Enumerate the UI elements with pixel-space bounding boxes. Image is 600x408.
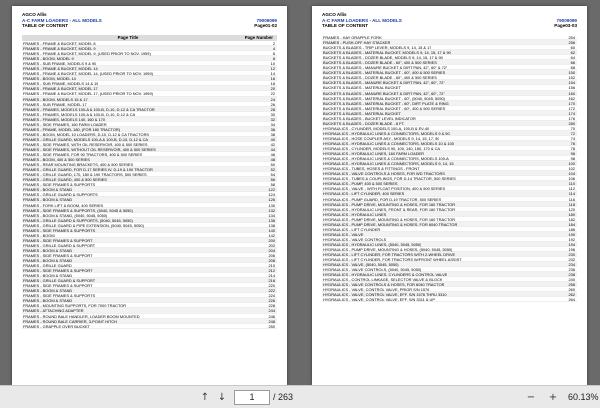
row-page-number: 206 (268, 252, 275, 258)
row-page-number: 38 (270, 131, 275, 137)
row-title: HYDRAULICS - HYDRAULIC LINES & CONNECTORS, MODELS 100-A (323, 156, 449, 162)
row-title: HYDRAULICS - VALVE, (5040, 5045, 5050) (323, 262, 399, 268)
row-page-number: 258 (568, 282, 575, 288)
next-page-icon[interactable]: ↓ (217, 392, 227, 403)
row-page-number: 228 (268, 303, 275, 309)
row-page-number: 248 (268, 318, 275, 324)
zoom-out-icon[interactable]: − (526, 392, 536, 403)
previous-page-icon[interactable]: ↑ (200, 392, 210, 403)
row-page-number: 246 (268, 313, 275, 319)
row-title: FRAMES - SIDE FRAMES & SUPPORT (23, 268, 93, 274)
row-title: HYDRAULICS - HYDRAULIC LINES (323, 211, 387, 217)
row-title: FRAMES - GRILLE GUARD & SUPPORT (23, 242, 96, 248)
page-count: / 263 (273, 392, 294, 402)
row-title: FRAMES - BOOM & STAND (23, 258, 73, 264)
row-title: HYDRAULICS - VALVE CONTROLS & HOSES, FOR WD TRACTORS (323, 171, 445, 177)
row-title: FRAMES - FRAMES, MODELS 100-A & 100-B, D-10, D-12 & CA TRACTOR (23, 106, 155, 112)
zoom-level: 60.13% (568, 392, 599, 402)
row-page-number: 60 (570, 45, 575, 51)
row-page-number: 210 (268, 263, 275, 269)
page-header (322, 12, 577, 32)
row-page-number: 222 (268, 288, 275, 294)
row-page-number: 116 (568, 196, 575, 202)
row-page-number: 46 (270, 152, 275, 158)
header-right (554, 18, 577, 29)
row-title: FRAMES - FRAME & BUCKET, MODEL 14, (USED PRIOR TO NOV. 1959) (23, 71, 153, 77)
row-title: FRAMES - SIDE FRAMES, WITH OIL RESERVOIR, 400 & 500 SERIES (23, 141, 148, 147)
row-title: FRAMES - HAY GRAPPLE FORK (323, 35, 382, 40)
row-title: BUCKETS & BLADES - MATERIAL BUCKET - 60", DIRT PLATE & RING (323, 100, 449, 106)
row-title: HYDRAULICS - VALVE, CONTROL VALVE, PRIOR S/N 1576 (323, 287, 430, 293)
row-page-number: 194 (568, 241, 575, 247)
row-page-number: 124 (268, 192, 275, 198)
row-page-number: 120 (568, 206, 575, 212)
row-page-number: 114 (568, 191, 575, 197)
row-title: HYDRAULICS - PUMP DRIVE, MOUNTING & HOSES, (5040, 5045, 5050) (323, 246, 453, 252)
toc-heading: TABLE OF CONTENT (22, 23, 69, 29)
table-row[interactable] (322, 297, 577, 302)
brand-name: AGCO Allis (322, 12, 347, 17)
brand-name: AGCO Allis (22, 12, 47, 17)
row-page-number: 238 (568, 272, 575, 278)
row-page-number: 170 (568, 100, 575, 106)
page-number-input[interactable]: 1 (234, 390, 270, 405)
row-title: FRAMES - BOOM & STAND (23, 288, 73, 294)
row-title: FRAMES - SUB FRAME, MODELS 9 & 90 (23, 61, 97, 67)
row-page-number: 232 (568, 257, 575, 263)
row-page-number: 66 (570, 60, 575, 66)
row-title: FRAMES - SIDE FRAMES, 160 FARM LOADER (23, 121, 107, 127)
pdf-toolbar (0, 385, 600, 408)
row-page-number: 18 (270, 81, 275, 87)
row-page-number: 174 (568, 110, 575, 116)
row-page-number: 250 (268, 323, 275, 329)
row-title: FRAMES - FRAMES, MODELS 140, 160 & 170 (23, 116, 105, 122)
row-page-number: 44 (270, 146, 275, 152)
row-title: FRAMES - FRAME & BUCKET, MODEL 14 (23, 66, 98, 72)
row-page-number: 142 (268, 232, 275, 238)
row-page-number: 70 (570, 125, 575, 131)
toc-heading: TABLE OF CONTENT (322, 23, 369, 29)
row-title: FRAMES - SIDE FRAMES & SUPPORT (23, 252, 93, 258)
row-page-number: 74 (570, 135, 575, 141)
row-page-number: 256 (568, 40, 575, 46)
row-title: FRAMES - GRILLE GUARD, MODELS 100-A & 100-B, D-10, D-12 & CA (23, 136, 148, 142)
row-page-number: 98 (570, 156, 575, 162)
row-title: HYDRAULICS - HYDRAULIC LINES & CONNECTORS, MODELS 9 & 90 (323, 130, 450, 136)
model-title: A-C FARM LOADERS - ALL MODELS (322, 17, 402, 23)
row-title: HYDRAULICS - PUMP, 400 & 500 SERIES (323, 181, 398, 187)
row-title: HYDRAULICS - HYDRAULIC LINES, 160 FARM LOADER (323, 151, 424, 157)
row-page-number: 236 (568, 267, 575, 273)
row-page-number: 156 (568, 85, 575, 91)
row-title: BUCKETS & BLADES - MATERIAL BUCKET - 60", (5040, 5045, 5050) (323, 95, 445, 101)
row-title: BUCKETS & BLADES - MATERIAL BUCKET (323, 110, 401, 116)
row-page-number: 104 (568, 171, 575, 177)
row-page-number: 260 (568, 287, 575, 293)
row-title: FRAMES - BOOM, MODEL 14 (23, 76, 76, 82)
row-title: BUCKETS & BLADES - MATERIAL BUCKET (323, 85, 401, 91)
row-page-number: 230 (568, 252, 575, 258)
row-page-number: 152 (568, 75, 575, 81)
row-title: HYDRAULICS - VALVE, CONTROL VALVE, EFF. S/N 1576 THRU 3310 (323, 292, 447, 298)
row-page-number: 32 (270, 116, 275, 122)
document-page-left (12, 6, 287, 385)
row-title: FRAMES - BOOM & STAND (23, 187, 73, 193)
row-page-number: 208 (268, 258, 275, 264)
row-page-number: 2 (272, 41, 275, 46)
row-page-number: 30 (270, 111, 275, 117)
row-title: FRAMES - BOOM, MODEL 10 LOADERS, D-10, D-12 & CA TRACTORS (23, 131, 149, 137)
row-page-number: 16 (270, 76, 275, 82)
row-page-number: 6 (272, 51, 275, 57)
row-page-number: 160 (568, 90, 575, 96)
row-title: BUCKETS & BLADES - DOZER BLADE - 60", 400 & 500 SERIES (323, 60, 437, 66)
row-title: FRAMES - GRILLE GUARD & SUPPORT (23, 278, 96, 284)
row-page-number: 72 (570, 130, 575, 136)
row-title: FRAMES - BOOM & STAND (23, 197, 73, 203)
zoom-in-icon[interactable]: + (548, 392, 558, 403)
row-title: FRAMES - GRILLE GUARD, 170, 180 & 190 TRACTORS, 500 SERIES (23, 172, 147, 178)
row-title: HYDRAULICS - PUMP DRIVE, MOUNTING & HOSES, FOR 6040 TRACTOR (323, 221, 458, 227)
row-title: FRAMES - BOOM, MODELS 15 & 17 (23, 96, 88, 102)
row-title: FRAMES - BOOM & STAND (23, 273, 73, 279)
row-title: HYDRAULICS - LIFT CYLINDER, FOR TRACTORS WITH 2-WHEEL DRIVE (323, 252, 456, 258)
row-title: HYDRAULICS - HYDRAULIC LINES, FRONT & REAR, FOR 160 TRACTOR (323, 206, 456, 212)
row-page-number: 36 (270, 126, 275, 132)
row-page-number: 34 (270, 121, 275, 127)
row-page-number: 54 (270, 172, 275, 178)
row-page-number: 154 (568, 80, 575, 86)
row-page-number: 118 (568, 201, 575, 207)
row-page-number: 48 (270, 157, 275, 163)
row-page-number: 58 (270, 182, 275, 188)
row-title: HYDRAULICS - LIFT CYLINDER, FOR TRACTORS W/FRONT WHEEL ASSIST (323, 257, 462, 263)
row-page-number: 212 (268, 268, 275, 274)
model-title: A-C FARM LOADERS - ALL MODELS (22, 17, 102, 23)
row-title: FRAMES - SIDE FRAMES & SUPPORTS (23, 293, 96, 299)
row-page-number: 4 (272, 46, 275, 52)
column-header-number: Page Number (244, 35, 273, 40)
toc-table (322, 35, 577, 302)
toc-table (22, 41, 277, 329)
row-title: FRAMES - PUSH-OFF HAY STACKER (323, 40, 391, 46)
row-title: HYDRAULICS - VALVE (323, 231, 364, 237)
row-page-number: 12 (270, 66, 275, 72)
row-page-number: 28 (270, 106, 275, 112)
table-row[interactable] (22, 324, 277, 329)
row-title: HYDRAULICS - TUBES & COUPLINGS, FOR D-14 TRACTOR, 500 SERIES (323, 176, 456, 182)
row-title: FRAMES - SIDE FRAMES, WITHOUT OIL RESERVOIR, 400 & 500 SERIES (23, 146, 156, 152)
row-title: HYDRAULICS - HYDRAULIC LINES, (5040, 5045, 5050) (323, 241, 422, 247)
row-page-number: 220 (268, 283, 275, 289)
document-page-right (312, 6, 587, 385)
doc-number: 79009099 (556, 17, 577, 23)
row-title: FRAMES - ROUND BALE HANDLER, LOADER BOOM MOUNTED (23, 313, 140, 319)
row-title: FRAMES - SIDE FRAMES & SUPPORTS, (5040, 5045 & 5050) (23, 207, 133, 213)
row-title: HYDRAULICS - LIFT CYLINDER (323, 226, 381, 232)
row-page-number: 24 (270, 96, 275, 102)
row-title: FRAMES - BOOM & STAND (23, 247, 73, 253)
row-title: FRAMES - FRAME, MODEL 180, (FOR 180 TRACTOR) (23, 126, 120, 132)
row-page-number: 56 (270, 177, 275, 183)
row-page-number: 224 (268, 293, 275, 299)
row-page-number: 254 (568, 35, 575, 40)
row-page-number: 136 (268, 217, 275, 223)
row-page-number: 132 (268, 207, 275, 213)
row-page-number: 226 (268, 298, 275, 304)
header-right (254, 18, 277, 29)
row-title: FRAMES - ATTACHING ADAPTER (23, 308, 84, 314)
row-title: FRAMES - BOOM & STAND (23, 298, 73, 304)
row-page-number: 20 (270, 86, 275, 92)
row-title: BUCKETS & BLADES - MANURE BUCKET & DIRT PAN, 42", 60" & 72" (323, 65, 448, 71)
row-title: BUCKETS & BLADES - MANURE BUCKET & DIRT PAN, 42", 60", 72" (323, 80, 445, 86)
column-header-title: Page Title (117, 35, 139, 40)
row-title: FRAMES - ROUND BALE CARRIER, 3-POINT HITCH (23, 318, 117, 324)
row-title: BUCKETS & BLADES - DOZER BLADE - 8 FT. (323, 120, 405, 126)
row-page-number: 96 (570, 151, 575, 157)
row-title: FRAMES - FRAME & BUCKET, MODEL 9, (USED PRIOR TO NOV. 1959) (23, 51, 151, 57)
row-title: HYDRAULICS - PUMP DRIVE, MOUNTING & HOSES, FOR 160 TRACTOR (323, 201, 456, 207)
row-title: HYDRAULICS - VALVE - WITH FLOAT POSITION, 400 & 500 SERIES (323, 186, 446, 192)
row-page-number: 50 (270, 162, 275, 168)
row-page-number: 204 (268, 247, 275, 253)
row-page-number: 22 (270, 91, 275, 97)
page-label: Page01-02 (254, 23, 277, 29)
row-title: HYDRAULICS - VALVE CONTROLS, (5040, 5045, 5050) (323, 267, 422, 273)
row-title: HYDRAULICS - PUMP DRIVE, MOUNTING & HOSES, FOR 160 TRACTOR (323, 216, 456, 222)
row-title: HYDRAULICS - LIFT CYLINDER, 400 SERIES (323, 191, 405, 197)
row-page-number: 52 (270, 167, 275, 173)
row-page-number: 26 (270, 101, 275, 107)
row-page-number: 162 (568, 95, 575, 101)
row-title: FRAMES - BOOM & STAND, (5040, 5045, 5050) (23, 212, 108, 218)
row-page-number: 134 (268, 212, 275, 218)
row-title: FRAMES - BOOM, MODEL 9 (23, 56, 74, 62)
row-page-number: 138 (268, 222, 275, 228)
row-title: FRAMES - SIDE FRAMES & SUPPORTS (23, 182, 96, 188)
row-title: FRAMES - GRILLE GUARD (23, 263, 72, 269)
row-title: FRAMES - BOOM (23, 232, 55, 238)
row-page-number: 14 (270, 71, 275, 77)
doc-number: 79009099 (256, 17, 277, 23)
row-title: BUCKETS & BLADES - TRIP LEVER, MODELS 9, 14, 15 & 17 (323, 45, 432, 51)
row-title: FRAMES - MOUNTING SUPPORTS, FOR 7000 TRACTOR (23, 303, 127, 309)
row-page-number: 40 (270, 136, 275, 142)
row-title: FRAMES - GRILLE GUARD, 400 & 500 SERIES (23, 177, 107, 183)
row-title: FRAMES - SIDE FRAMES & SUPPORT (23, 283, 93, 289)
row-title: HYDRAULICS - HYDRAULIC LINES & CONNECTORS, MODELS 9, 14, 15 (323, 161, 454, 167)
row-title: FRAMES - FRAME & BUCKET, MODEL 9 (23, 46, 96, 52)
row-page-number: 216 (268, 278, 275, 284)
row-page-number: 62 (570, 50, 575, 56)
row-page-number: 100 (568, 161, 575, 167)
row-page-number: 42 (270, 141, 275, 147)
row-title: HYDRAULICS - HYDRAULIC LINES & CONNECTORS, MODELS 10 & 100 (323, 140, 454, 146)
row-title: BUCKETS & BLADES - MATERIAL BUCKET - 60", 400 & 500 SERIES (323, 105, 446, 111)
row-page-number: 200 (268, 237, 275, 243)
row-title: FRAMES - SUB FRAME, MODEL 17 (23, 101, 87, 107)
row-title: FRAMES - FRAME & BUCKET, MODEL 17 (23, 86, 98, 92)
row-title: HYDRAULICS - CYLINDER, MODELS 100-A, 100-B & EV-40 (323, 125, 430, 131)
row-page-number: 184 (568, 221, 575, 227)
row-page-number: 8 (272, 56, 275, 62)
row-page-number: 186 (568, 226, 575, 232)
row-title: BUCKETS & BLADES - DOZER BLADE, MODELS 9, 14, 15, 17 & 90 (323, 55, 443, 61)
row-title: HYDRAULICS - PUMP GUARD, FOR D-19 TRACTOR, 500 SERIES (323, 196, 442, 202)
row-title: FRAMES - FRAME & BUCKET, MODEL 17, (USED PRIOR TO NOV. 1959) (23, 91, 153, 97)
row-page-number: 112 (568, 186, 575, 192)
row-page-number: 130 (268, 202, 275, 208)
row-page-number: 10 (270, 61, 275, 67)
row-title: BUCKETS & BLADES - BUCKET LEVEL INDICATOR (323, 115, 416, 121)
row-page-number: 68 (570, 65, 575, 71)
row-title: HYDRAULICS - TUBES, HOSES & FITTINGS - FRONT (323, 166, 420, 172)
row-page-number: 102 (568, 166, 575, 172)
row-title: FRAMES - GRILLE GUARD & SUPPORTS, (5040, 5045, 5050) (23, 217, 133, 223)
row-title: HYDRAULICS - VALVE, CONTROL VALVE, EFF. S/N 3311 & UP (323, 297, 435, 303)
row-page-number: 122 (268, 187, 275, 193)
row-title: HYDRAULICS - CYLINDER, MODELS 90, 100, 140, 160, 170 & CA (323, 146, 440, 152)
row-page-number: 264 (568, 297, 575, 303)
row-page-number: 78 (570, 146, 575, 152)
row-title: FRAMES - GRILLE GUARD & SUPPORTS (23, 192, 98, 198)
row-title: FRAMES - FORK LIFT & BOOM, 400 SERIES (23, 202, 104, 208)
row-page-number: 182 (568, 216, 575, 222)
row-title: FRAMES - SUB FRAME, MODELS 14 & 15 (23, 81, 99, 87)
row-page-number: 234 (568, 262, 575, 268)
row-page-number: 140 (268, 227, 275, 233)
row-page-number: 176 (568, 115, 575, 121)
row-title: FRAMES - BOOM, 400 & 500 SERIES (23, 157, 90, 163)
row-page-number: 240 (568, 277, 575, 283)
row-title: FRAMES - SIDE FRAMES, FOR 90 TRACTORS, 400 & 500 SERIES (23, 152, 143, 158)
row-page-number: 180 (568, 211, 575, 217)
row-title: BUCKETS & BLADES - MANURE BUCKET & DIRT PAN, 42", 60", 72" (323, 90, 445, 96)
row-page-number: 172 (568, 105, 575, 111)
row-page-number: 150 (568, 70, 575, 76)
page-label: Page03-03 (554, 23, 577, 29)
row-title: HYDRAULICS - CONTROL LINKAGE, SELECTOR VALVE & BLOCK (323, 277, 443, 283)
row-page-number: 214 (268, 273, 275, 279)
row-page-number: 190 (568, 231, 575, 237)
row-page-number: 106 (568, 176, 575, 182)
row-page-number: 280 (568, 120, 575, 126)
row-title: FRAMES - FRAME & BUCKET, MODEL 8 (23, 41, 96, 46)
row-page-number: 196 (568, 246, 575, 252)
row-page-number: 110 (568, 181, 575, 187)
row-title: HYDRAULICS - HYDRAULIC LINES, CYLINDERS & CONTROL VALVE (323, 272, 448, 278)
row-page-number: 64 (570, 55, 575, 61)
page-header (22, 12, 277, 32)
row-title: HYDRAULICS - VALVE CONTROLS (323, 236, 387, 242)
row-title: FRAMES - SIDE FRAMES & SUPPORT (23, 237, 93, 243)
row-page-number: 76 (570, 140, 575, 146)
row-title: FRAMES - GRILLE GUARD & PIPE EXTENSION, (5040, 5045, 5050) (23, 222, 144, 228)
row-page-number: 202 (268, 242, 275, 248)
row-title: BUCKETS & BLADES - DOZER BLADE - 60", 400 & 500 SERIES (323, 75, 437, 81)
row-title: FRAMES - GRILLE GUARD, FOR D-17 SERIES IV, D-19 & 190 TRACTOR (23, 167, 153, 173)
row-title: HYDRAULICS - HOSE COUPLER ASY., MODELS 9, 14, 15, 17, 90 (323, 135, 440, 141)
row-page-number: 192 (568, 236, 575, 242)
row-title: FRAMES - GRAPPLE OVER BUCKET (23, 323, 91, 329)
row-title: BUCKETS & BLADES - MATERIAL BUCKET - 60", 400 & 500 SERIES (323, 70, 446, 76)
row-page-number: 126 (268, 197, 275, 203)
row-title: FRAMES - REAR MOUNTING BRACKETS, 400 & 500 SERIES (23, 162, 134, 168)
row-title: FRAMES - FRAMES, MODELS 100-A & 100-B, D-10, D-12 & CA (23, 111, 136, 117)
row-title: BUCKETS & BLADES - MATERIAL BUCKET, MODELS 9, 14, 15, 17 & 90 (323, 50, 451, 56)
row-page-number: 244 (268, 308, 275, 314)
row-title: HYDRAULICS - VALVE CONTROLS & HOSES, FOR 6040 TRACTOR (323, 282, 445, 288)
row-page-number: 262 (568, 292, 575, 298)
row-title: FRAMES - SIDE FRAMES & SUPPORTS (23, 227, 96, 233)
